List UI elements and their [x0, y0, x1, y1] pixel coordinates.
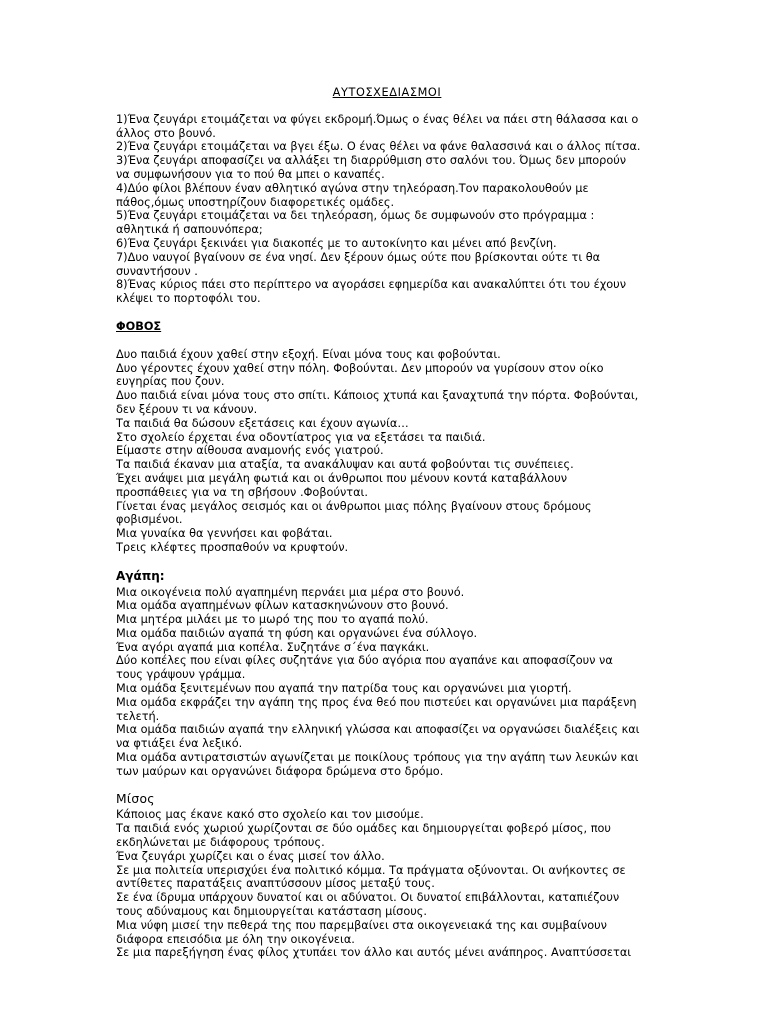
text-line: Σε μια πολιτεία υπερισχύει ένα πολιτικό κόμμα. Τα πράγματα οξύνονται. Οι ανήκοντες σε: [116, 863, 626, 877]
text-line: Δυο γέροντες έχουν χαθεί στην πόλη. Φοβούνται. Δεν μπορούν να γυρίσουν στον οίκο: [116, 361, 604, 375]
text-line: Σε ένα ίδρυμα υπάρχουν δυνατοί και οι αδύνατοι. Οι δυνατοί επιβάλλονται, καταπιέζουν: [116, 891, 620, 905]
text-line: τους γράψουν γράμμα.: [116, 668, 246, 682]
section-heading-fovos: ΦΟΒΟΣ: [116, 319, 162, 333]
text-line: 1)Ένα ζευγάρι ετοιμάζεται να φύγει εκδρομή.Όμως ο ένας θέλει να πάει στη θάλασσα και ο: [116, 112, 639, 126]
text-line: Μια μητέρα μιλάει με το μωρό της που το αγαπά πολύ.: [116, 613, 429, 627]
text-line: 4)Δύο φίλοι βλέπουν έναν αθλητικό αγώνα στην τηλεόραση.Τον παρακολουθούν με: [116, 181, 589, 195]
text-line: Τρεις κλέφτες προσπαθούν να κρυφτούν.: [116, 540, 349, 554]
text-line: 6)Ένα ζευγάρι ξεκινάει για διακοπές με το αυτοκίνητο και μένει από βενζίνη.: [116, 236, 557, 250]
text-line: Μια ομάδα ξενιτεμένων που αγαπά την πατρίδα τους και οργανώνει μια γιορτή.: [116, 682, 572, 696]
text-line: Μια γυναίκα θα γεννήσει και φοβάται.: [116, 527, 333, 541]
text-line: 2)Ένα ζευγάρι ετοιμάζεται να βγει έξω. Ο ένας θέλει να φάνε θαλασσινά και ο άλλος πίτσα.: [116, 140, 641, 154]
agapi-section: [116, 586, 646, 779]
text-line: Τα παιδιά έκαναν μια αταξία, τα ανακάλυψαν και αυτά φοβούνται τις συνέπειες.: [116, 458, 574, 472]
text-line: 7)Δυο ναυγοί βγαίνουν σε ένα νησί. Δεν ξέρουν όμως ούτε που βρίσκονται ούτε τι θα: [116, 250, 601, 264]
text-line: ευγηρίας που ζουν.: [116, 375, 225, 389]
text-line: Δύο κοπέλες που είναι φίλες συζητάνε για δύο αγόρια που αγαπάνε και αποφασίζουν να: [116, 654, 613, 668]
text-line: Ένα αγόρι αγαπά μια κοπέλα. Συζητάνε σ΄ένα παγκάκι.: [116, 640, 430, 654]
text-line: Μια ομάδα εκφράζει την αγάπη της προς ένα θεό που πιστεύει και οργανώνει μια παράξενη: [116, 695, 637, 709]
text-line: αθλητικά ή σαπουνόπερα;: [116, 223, 263, 237]
text-line: 3)Ένα ζευγάρι αποφασίζει να αλλάξει τη διαρρύθμιση στο σαλόνι του. Όμως δεν μπορούν: [116, 154, 627, 168]
text-line: 8)Ένας κύριος πάει στο περίπτερο να αγοράσει εφημερίδα και ανακαλύπτει ότι του έχουν: [116, 278, 627, 292]
text-line: άλλος στο βουνό.: [116, 126, 216, 140]
text-line: να φτιάξει ένα λεξικό.: [116, 737, 243, 751]
text-line: Κάποιος μας έκανε κακό στο σχολείο και τον μισούμε.: [116, 808, 424, 822]
fovos-section: [116, 348, 646, 555]
misos-section: [116, 808, 646, 960]
text-line: Μια ομάδα αγαπημένων φίλων κατασκηνώνουν στο βουνό.: [116, 599, 449, 613]
text-line: Δυο παιδιά έχουν χαθεί στην εξοχή. Είναι μόνα τους και φοβούνται.: [116, 347, 501, 361]
scenarios-section: [116, 113, 646, 306]
text-line: Τα παιδιά ενός χωριού χωρίζονται σε δύο ομάδες και δημιουργείται φοβερό μίσος, που: [116, 822, 611, 836]
text-line: Μια οικογένεια πολύ αγαπημένη περνάει μια μέρα στο βουνό.: [116, 585, 465, 599]
text-line: Είμαστε στην αίθουσα αναμονής ενός γιατρού.: [116, 444, 384, 458]
text-line: Μια ομάδα αντιρατσιστών αγωνίζεται με ποικίλους τρόπους για την αγάπη των λευκών και: [116, 751, 639, 765]
document-page: [116, 86, 646, 960]
text-line: των μαύρων και οργανώνει διάφορα δρώμενα στο δρόμο.: [116, 764, 444, 778]
text-line: φοβισμένοι.: [116, 513, 183, 527]
text-line: Δυο παιδιά είναι μόνα τους στο σπίτι. Κάποιος χτυπά και ξαναχτυπά την πόρτα. Φοβούνται,: [116, 389, 639, 403]
text-line: Ένα ζευγάρι χωρίζει και ο ένας μισεί τον άλλο.: [116, 849, 385, 863]
text-line: δεν ξέρουν τι να κάνουν.: [116, 402, 258, 416]
section-heading-misos: Μίσος: [116, 791, 155, 806]
text-line: Σε μια παρεξήγηση ένας φίλος χτυπάει τον άλλο και αυτός μένει ανάπηρος. Αναπτύσσεται: [116, 946, 632, 960]
text-line: Γίνεται ένας μεγάλος σεισμός και οι άνθρωποι μιας πόλης βγαίνουν στους δρόμους: [116, 499, 592, 513]
text-line: Στο σχολείο έρχεται ένα οδοντίατρος για να εξετάσει τα παιδιά.: [116, 430, 486, 444]
text-line: Μια ομάδα παιδιών αγαπά τη φύση και οργανώνει ένα σύλλογο.: [116, 626, 478, 640]
text-line: εκδηλώνεται με διάφορους τρόπους.: [116, 836, 325, 850]
text-line: διάφορα επεισόδια με όλη την οικογένεια.: [116, 932, 355, 946]
text-line: προσπάθειες για να τη σβήσουν .Φοβούνται.: [116, 485, 368, 499]
section-heading-agapi: Αγάπη:: [116, 568, 165, 583]
text-line: πάθος,όμως υποστηρίζουν διαφορετικές ομάδες.: [116, 195, 395, 209]
text-line: αντίθετες παρατάξεις αναπτύσσουν μίσος μεταξύ τους.: [116, 877, 435, 891]
text-line: τους αδύναμους και δημιουργείται κατάσταση μίσους.: [116, 905, 427, 919]
text-line: τελετή.: [116, 709, 160, 723]
text-line: κλέψει το πορτοφόλι του.: [116, 292, 261, 306]
text-line: Μια νύφη μισεί την πεθερά της που παρεμβαίνει στα οικογενειακά της και συμβαίνουν: [116, 918, 607, 932]
text-line: συναντήσουν .: [116, 264, 198, 278]
text-line: Έχει ανάψει μια μεγάλη φωτιά και οι άνθρωποι που μένουν κοντά καταβάλλουν: [116, 471, 568, 485]
text-line: να συμφωνήσουν για το πού θα μπει ο καναπές.: [116, 167, 385, 181]
text-line: Τα παιδιά θα δώσουν εξετάσεις και έχουν αγωνία…: [116, 416, 409, 430]
text-line: 5)Ένα ζευγάρι ετοιμάζεται να δει τηλεόραση, όμως δε συμφωνούν στο πρόγραμμα :: [116, 209, 595, 223]
document-title: ΑΥΤΟΣΧΕΔΙΑΣΜΟΙ: [332, 86, 442, 99]
text-line: Μια ομάδα παιδιών αγαπά την ελληνική γλώσσα και αποφασίζει να οργανώσει διαλέξεις και: [116, 723, 640, 737]
